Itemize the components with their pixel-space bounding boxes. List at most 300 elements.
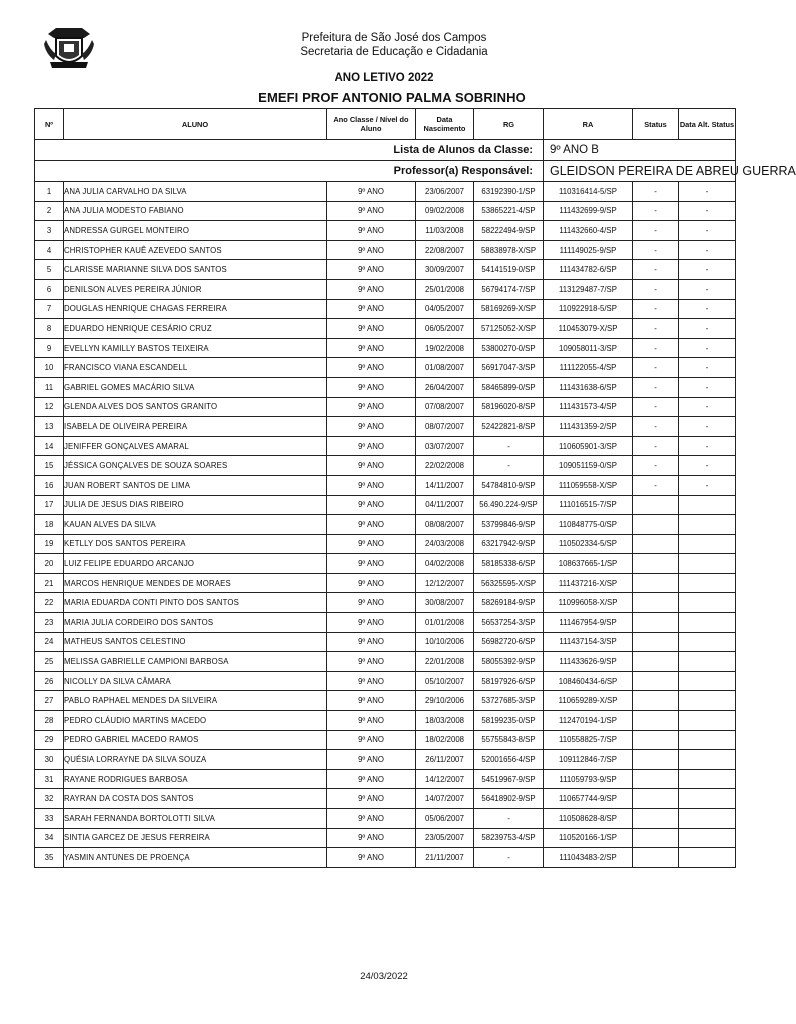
student-ra: 111433626-9/SP (544, 652, 633, 672)
student-status-date (679, 691, 736, 711)
student-status (633, 593, 679, 613)
student-birthdate: 09/02/2008 (416, 201, 474, 221)
table-row (35, 671, 736, 691)
student-number: 7 (35, 299, 64, 319)
student-number: 30 (35, 750, 64, 770)
student-grade: 9º ANO (327, 338, 416, 358)
student-birthdate: 18/03/2008 (416, 711, 474, 731)
student-ra: 110502334-5/SP (544, 534, 633, 554)
student-birthdate: 03/07/2007 (416, 436, 474, 456)
student-grade: 9º ANO (327, 848, 416, 868)
student-ra: 113129487-7/SP (544, 279, 633, 299)
header-year: ANO LETIVO 2022 (334, 72, 434, 84)
student-ra: 110453079-X/SP (544, 319, 633, 339)
student-number: 3 (35, 221, 64, 241)
student-status-date (679, 730, 736, 750)
student-rg: 56982720-6/SP (474, 632, 544, 652)
student-rg: 56418902-9/SP (474, 789, 544, 809)
student-status: - (633, 299, 679, 319)
student-status: - (633, 338, 679, 358)
student-status (633, 769, 679, 789)
student-name: CLARISSE MARIANNE SILVA DOS SANTOS (64, 260, 327, 280)
student-number: 18 (35, 515, 64, 535)
student-status-date: - (679, 319, 736, 339)
student-birthdate: 06/05/2007 (416, 319, 474, 339)
student-birthdate: 14/12/2007 (416, 769, 474, 789)
student-rg: 63192390-1/SP (474, 182, 544, 202)
student-rg: 58239753-4/SP (474, 828, 544, 848)
student-birthdate: 04/11/2007 (416, 495, 474, 515)
table-row (35, 397, 736, 417)
student-birthdate: 22/02/2008 (416, 456, 474, 476)
student-status (633, 671, 679, 691)
student-status-date (679, 750, 736, 770)
student-ra: 111431359-2/SP (544, 417, 633, 437)
student-rg: 63217942-9/SP (474, 534, 544, 554)
student-number: 32 (35, 789, 64, 809)
student-status-date: - (679, 417, 736, 437)
student-name: JÉSSICA GONÇALVES DE SOUZA SOARES (64, 456, 327, 476)
student-status-date: - (679, 475, 736, 495)
student-rg: 58838978-X/SP (474, 240, 544, 260)
table-row (35, 593, 736, 613)
student-grade: 9º ANO (327, 613, 416, 633)
student-status-date (679, 593, 736, 613)
student-birthdate: 29/10/2006 (416, 691, 474, 711)
student-ra: 110848775-0/SP (544, 515, 633, 535)
student-grade: 9º ANO (327, 769, 416, 789)
student-name: FRANCISCO VIANA ESCANDELL (64, 358, 327, 378)
student-status-date: - (679, 377, 736, 397)
student-status-date: - (679, 358, 736, 378)
student-number: 27 (35, 691, 64, 711)
student-status: - (633, 221, 679, 241)
student-name: ANDRESSA GURGEL MONTEIRO (64, 221, 327, 241)
student-birthdate: 19/02/2008 (416, 338, 474, 358)
student-status (633, 691, 679, 711)
student-ra: 110508628-8/SP (544, 809, 633, 829)
student-birthdate: 05/06/2007 (416, 809, 474, 829)
student-grade: 9º ANO (327, 358, 416, 378)
student-ra: 108637665-1/SP (544, 554, 633, 574)
student-status-date (679, 613, 736, 633)
student-status (633, 789, 679, 809)
student-status: - (633, 319, 679, 339)
student-rg: 58199235-0/SP (474, 711, 544, 731)
student-name: GLENDA ALVES DOS SANTOS GRANITO (64, 397, 327, 417)
header-prefeitura: Prefeitura de São José dos Campos (301, 32, 487, 44)
student-ra: 110922918-5/SP (544, 299, 633, 319)
student-number: 9 (35, 338, 64, 358)
student-number: 35 (35, 848, 64, 868)
student-grade: 9º ANO (327, 495, 416, 515)
student-name: ISABELA DE OLIVEIRA PEREIRA (64, 417, 327, 437)
col-header-nascimento: Data Nascimento (416, 109, 474, 140)
student-status (633, 573, 679, 593)
col-header-rg: RG (474, 109, 544, 140)
student-grade: 9º ANO (327, 828, 416, 848)
student-grade: 9º ANO (327, 299, 416, 319)
student-number: 19 (35, 534, 64, 554)
student-name: MATHEUS SANTOS CELESTINO (64, 632, 327, 652)
class-value: 9º ANO B (544, 140, 736, 161)
student-grade: 9º ANO (327, 789, 416, 809)
student-number: 10 (35, 358, 64, 378)
table-row (35, 475, 736, 495)
table-row (35, 613, 736, 633)
student-ra: 111043483-2/SP (544, 848, 633, 868)
student-birthdate: 21/11/2007 (416, 848, 474, 868)
student-ra: 111431638-6/SP (544, 377, 633, 397)
student-birthdate: 04/02/2008 (416, 554, 474, 574)
student-grade: 9º ANO (327, 201, 416, 221)
student-grade: 9º ANO (327, 319, 416, 339)
student-status-date: - (679, 240, 736, 260)
student-birthdate: 07/08/2007 (416, 397, 474, 417)
student-status: - (633, 260, 679, 280)
student-status (633, 848, 679, 868)
student-status-date: - (679, 299, 736, 319)
student-ra: 110605901-3/SP (544, 436, 633, 456)
student-rg: 55755843-8/SP (474, 730, 544, 750)
footer-date: 24/03/2022 (360, 971, 408, 982)
student-rg: 56794174-7/SP (474, 279, 544, 299)
student-ra: 111149025-9/SP (544, 240, 633, 260)
student-number: 28 (35, 711, 64, 731)
table-row (35, 828, 736, 848)
student-grade: 9º ANO (327, 750, 416, 770)
student-name: PEDRO CLÁUDIO MARTINS MACEDO (64, 711, 327, 731)
student-ra: 108460434-6/SP (544, 671, 633, 691)
student-birthdate: 14/07/2007 (416, 789, 474, 809)
student-status (633, 730, 679, 750)
student-number: 13 (35, 417, 64, 437)
student-name: MARIA EDUARDA CONTI PINTO DOS SANTOS (64, 593, 327, 613)
student-ra: 110659289-X/SP (544, 691, 633, 711)
student-status-date (679, 711, 736, 731)
student-status-date (679, 828, 736, 848)
student-status-date: - (679, 182, 736, 202)
student-status-date (679, 573, 736, 593)
student-name: GABRIEL GOMES MACÁRIO SILVA (64, 377, 327, 397)
student-number: 15 (35, 456, 64, 476)
student-grade: 9º ANO (327, 593, 416, 613)
student-status: - (633, 358, 679, 378)
table-row (35, 377, 736, 397)
student-ra: 111431573-4/SP (544, 397, 633, 417)
table-row (35, 495, 736, 515)
table-row (35, 279, 736, 299)
student-grade: 9º ANO (327, 809, 416, 829)
student-rg: 52001656-4/SP (474, 750, 544, 770)
student-number: 4 (35, 240, 64, 260)
student-grade: 9º ANO (327, 417, 416, 437)
student-status (633, 828, 679, 848)
student-number: 5 (35, 260, 64, 280)
student-grade: 9º ANO (327, 691, 416, 711)
student-status (633, 632, 679, 652)
student-rg: 56917047-3/SP (474, 358, 544, 378)
student-status: - (633, 182, 679, 202)
student-list-table (34, 108, 796, 868)
student-name: KAUAN ALVES DA SILVA (64, 515, 327, 535)
student-status (633, 554, 679, 574)
student-birthdate: 26/04/2007 (416, 377, 474, 397)
student-status-date (679, 848, 736, 868)
table-row (35, 338, 736, 358)
student-rg: 58197926-6/SP (474, 671, 544, 691)
table-row (35, 358, 736, 378)
student-status-date (679, 652, 736, 672)
student-rg: 54519967-9/SP (474, 769, 544, 789)
student-grade: 9º ANO (327, 652, 416, 672)
student-birthdate: 30/09/2007 (416, 260, 474, 280)
student-birthdate: 22/01/2008 (416, 652, 474, 672)
student-number: 23 (35, 613, 64, 633)
student-status (633, 809, 679, 829)
student-grade: 9º ANO (327, 456, 416, 476)
student-number: 25 (35, 652, 64, 672)
table-row (35, 652, 736, 672)
table-row (35, 417, 736, 437)
student-rg: 57125052-X/SP (474, 319, 544, 339)
student-rg: 53799846-9/SP (474, 515, 544, 535)
student-grade: 9º ANO (327, 554, 416, 574)
student-status: - (633, 240, 679, 260)
student-ra: 111059793-9/SP (544, 769, 633, 789)
student-ra: 111432699-9/SP (544, 201, 633, 221)
student-ra: 111016515-7/SP (544, 495, 633, 515)
student-status-date (679, 789, 736, 809)
student-number: 34 (35, 828, 64, 848)
student-rg: - (474, 809, 544, 829)
student-rg: 58196020-8/SP (474, 397, 544, 417)
table-row (35, 299, 736, 319)
student-birthdate: 30/08/2007 (416, 593, 474, 613)
student-status: - (633, 397, 679, 417)
student-birthdate: 01/08/2007 (416, 358, 474, 378)
student-name: SINTIA GARCEZ DE JESUS FERREIRA (64, 828, 327, 848)
student-rg: - (474, 456, 544, 476)
table-row (35, 750, 736, 770)
student-status-date: - (679, 260, 736, 280)
student-birthdate: 24/03/2008 (416, 534, 474, 554)
student-ra: 111122055-4/SP (544, 358, 633, 378)
student-birthdate: 08/08/2007 (416, 515, 474, 535)
table-row (35, 691, 736, 711)
student-birthdate: 23/06/2007 (416, 182, 474, 202)
student-rg: 58185338-6/SP (474, 554, 544, 574)
student-birthdate: 12/12/2007 (416, 573, 474, 593)
student-number: 21 (35, 573, 64, 593)
student-name: MARIA JULIA CORDEIRO DOS SANTOS (64, 613, 327, 633)
student-number: 33 (35, 809, 64, 829)
student-grade: 9º ANO (327, 397, 416, 417)
table-row (35, 789, 736, 809)
student-status: - (633, 201, 679, 221)
student-number: 29 (35, 730, 64, 750)
student-grade: 9º ANO (327, 534, 416, 554)
table-row (35, 182, 736, 202)
table-row (35, 436, 736, 456)
student-grade: 9º ANO (327, 515, 416, 535)
student-name: EVELLYN KAMILLY BASTOS TEIXEIRA (64, 338, 327, 358)
table-row (35, 319, 736, 339)
student-name: LUIZ FELIPE EDUARDO ARCANJO (64, 554, 327, 574)
student-number: 22 (35, 593, 64, 613)
student-status-date (679, 534, 736, 554)
student-birthdate: 04/05/2007 (416, 299, 474, 319)
student-number: 24 (35, 632, 64, 652)
student-status-date: - (679, 397, 736, 417)
student-name: PEDRO GABRIEL MACEDO RAMOS (64, 730, 327, 750)
student-birthdate: 26/11/2007 (416, 750, 474, 770)
student-ra: 111432660-4/SP (544, 221, 633, 241)
header-secretaria: Secretaria de Educação e Cidadania (300, 46, 488, 58)
student-rg: 56.490.224-9/SP (474, 495, 544, 515)
teacher-label: Professor(a) Responsável: (35, 161, 544, 182)
col-header-data-alt-status: Data Alt. Status (679, 109, 736, 140)
student-status (633, 652, 679, 672)
student-ra: 111437154-3/SP (544, 632, 633, 652)
student-name: QUÉSIA LORRAYNE DA SILVA SOUZA (64, 750, 327, 770)
table-row (35, 769, 736, 789)
student-status: - (633, 456, 679, 476)
student-status (633, 750, 679, 770)
student-status (633, 613, 679, 633)
student-name: JUAN ROBERT SANTOS DE LIMA (64, 475, 327, 495)
student-birthdate: 14/11/2007 (416, 475, 474, 495)
student-rg: 56537254-3/SP (474, 613, 544, 633)
student-grade: 9º ANO (327, 475, 416, 495)
student-rg: 58465899-0/SP (474, 377, 544, 397)
student-status-date (679, 632, 736, 652)
student-status-date (679, 495, 736, 515)
student-name: SARAH FERNANDA BORTOLOTTI SILVA (64, 809, 327, 829)
student-name: DENILSON ALVES PEREIRA JÚNIOR (64, 279, 327, 299)
student-status-date (679, 809, 736, 829)
student-status-date: - (679, 338, 736, 358)
student-rg: 58222494-9/SP (474, 221, 544, 241)
student-status: - (633, 279, 679, 299)
student-number: 14 (35, 436, 64, 456)
table-row (35, 711, 736, 731)
table-row (35, 260, 736, 280)
student-grade: 9º ANO (327, 182, 416, 202)
student-number: 26 (35, 671, 64, 691)
student-rg: 54141519-0/SP (474, 260, 544, 280)
student-name: RAYRAN DA COSTA DOS SANTOS (64, 789, 327, 809)
student-number: 31 (35, 769, 64, 789)
student-number: 1 (35, 182, 64, 202)
student-number: 2 (35, 201, 64, 221)
student-number: 17 (35, 495, 64, 515)
student-grade: 9º ANO (327, 573, 416, 593)
student-name: MELISSA GABRIELLE CAMPIONI BARBOSA (64, 652, 327, 672)
student-status (633, 711, 679, 731)
student-rg: - (474, 848, 544, 868)
student-grade: 9º ANO (327, 711, 416, 731)
student-rg: 58269184-9/SP (474, 593, 544, 613)
student-birthdate: 01/01/2008 (416, 613, 474, 633)
col-header-status: Status (633, 109, 679, 140)
table-row (35, 534, 736, 554)
student-rg: 53727685-3/SP (474, 691, 544, 711)
student-birthdate: 18/02/2008 (416, 730, 474, 750)
student-birthdate: 25/01/2008 (416, 279, 474, 299)
student-number: 20 (35, 554, 64, 574)
col-header-number: Nº (35, 109, 64, 140)
student-ra: 109112846-7/SP (544, 750, 633, 770)
student-name: NICOLLY DA SILVA CÂMARA (64, 671, 327, 691)
table-row (35, 848, 736, 868)
student-status: - (633, 377, 679, 397)
student-birthdate: 23/05/2007 (416, 828, 474, 848)
student-rg: 53800270-0/SP (474, 338, 544, 358)
student-grade: 9º ANO (327, 671, 416, 691)
student-ra: 110520166-1/SP (544, 828, 633, 848)
student-status (633, 515, 679, 535)
table-row (35, 554, 736, 574)
student-status: - (633, 417, 679, 437)
student-status-date: - (679, 221, 736, 241)
table-row (35, 730, 736, 750)
student-status-date (679, 769, 736, 789)
student-rg: 56325595-X/SP (474, 573, 544, 593)
student-number: 16 (35, 475, 64, 495)
student-name: ANA JULIA CARVALHO DA SILVA (64, 182, 327, 202)
student-ra: 112470194-1/SP (544, 711, 633, 731)
student-grade: 9º ANO (327, 632, 416, 652)
student-name: KETLLY DOS SANTOS PEREIRA (64, 534, 327, 554)
student-name: JULIA DE JESUS DIAS RIBEIRO (64, 495, 327, 515)
student-birthdate: 22/08/2007 (416, 240, 474, 260)
table-row (35, 515, 736, 535)
table-row (35, 632, 736, 652)
student-grade: 9º ANO (327, 260, 416, 280)
student-number: 11 (35, 377, 64, 397)
student-birthdate: 05/10/2007 (416, 671, 474, 691)
student-name: CHRISTOPHER KAUÊ AZEVEDO SANTOS (64, 240, 327, 260)
table-row (35, 240, 736, 260)
student-status: - (633, 475, 679, 495)
student-ra: 109051159-0/SP (544, 456, 633, 476)
student-rg: 54784810-9/SP (474, 475, 544, 495)
student-ra: 111434782-6/SP (544, 260, 633, 280)
table-row (35, 573, 736, 593)
student-rows (35, 182, 736, 868)
student-birthdate: 10/10/2006 (416, 632, 474, 652)
teacher-value: GLEIDSON PEREIRA DE ABREU GUERRA (544, 161, 736, 182)
student-name: YASMIN ANTUNES DE PROENÇA (64, 848, 327, 868)
student-status (633, 534, 679, 554)
student-name: DOUGLAS HENRIQUE CHAGAS FERREIRA (64, 299, 327, 319)
student-ra: 109058011-3/SP (544, 338, 633, 358)
student-ra: 111437216-X/SP (544, 573, 633, 593)
student-number: 8 (35, 319, 64, 339)
table-row (35, 809, 736, 829)
student-birthdate: 11/03/2008 (416, 221, 474, 241)
header-school: EMEFI PROF ANTONIO PALMA SOBRINHO (258, 90, 526, 105)
student-status: - (633, 436, 679, 456)
student-number: 6 (35, 279, 64, 299)
student-status-date: - (679, 279, 736, 299)
col-header-aluno: ALUNO (64, 109, 327, 140)
student-grade: 9º ANO (327, 436, 416, 456)
student-ra: 110558825-7/SP (544, 730, 633, 750)
student-ra: 110657744-9/SP (544, 789, 633, 809)
student-rg: 53865221-4/SP (474, 201, 544, 221)
